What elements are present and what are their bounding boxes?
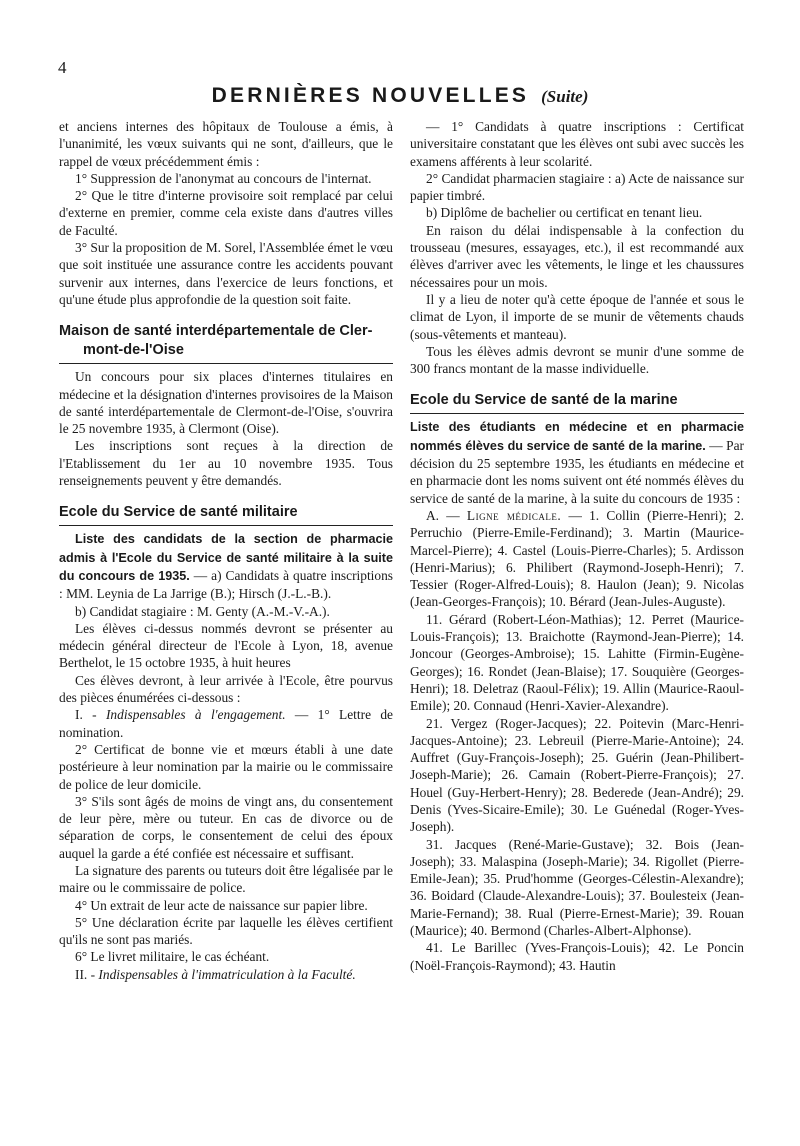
section-title-clermont-line1: Maison de santé interdépartementale de Cler- (59, 323, 373, 340)
paragraph-item-7 (59, 966, 393, 983)
marine-lead-bold: Liste des étudiants en médecine et en pharmacie nommés élèves du service de santé de la marine. (410, 420, 744, 453)
paragraph-list-a (410, 507, 744, 611)
header-suite: (Suite) (541, 87, 589, 106)
list-a-label: A. — (426, 507, 467, 523)
paragraph-list-e: 41. Le Barillec (Yves-François-Louis); 42. Le Poncin (Noël-François-Raymond); 43. Hautin (410, 940, 744, 973)
militaire-lead-bold: Liste des candidats de la section de pharmacie admis à l'Ecole du Service de santé militaire à la suite du concours de 1935. (59, 532, 393, 583)
paragraph-list-d: 31. Jacques (René-Marie-Gustave); 32. Bois (Jean-Joseph); 33. Malaspina (Joseph-Marie); 34. Rigollet (Pierre-Emile-Jean); 35. Prud'homme (Georges-Célestin-Alexandre); 36. Boidard (Claude-Alexandre-Louis); 37. Boulesteix (Jean-Marie-Fernand); 38. Rual (Pierre-Ernest-Marie); 39. Rouan (Maurice); 40. Bermond (Charles-Albert-Alphonse). (410, 836, 744, 939)
paragraph-right-5: Il y a lieu de noter qu'à cette époque de l'année et sous le climat de Lyon, il importe de se munir de vêtements chauds (sous-vêtements et manteau). (410, 291, 744, 342)
paragraph-clermont-1: Un concours pour six places d'internes titulaires en médecine et la désignation d'internes provisoires de la Maison de santé interdépartementale de Clermont-de-l'Oise, s'ouvrira le 25 novembre 1935, à Clermont (Oise). (59, 369, 393, 437)
paragraph-militaire-2: b) Candidat stagiaire : M. Genty (A.-M.-V.-A.). (75, 603, 330, 619)
paragraph-item-2: 2° Certificat de bonne vie et mœurs établi à une date postérieure à leur nomination par la mairie ou le commissaire de police de leur domicile. (59, 741, 393, 792)
paragraph-right-6: Tous les élèves admis devront se munir d'une somme de 300 francs montant de la masse individuelle. (410, 343, 744, 377)
paragraph-right-4: En raison du délai indispensable à la confection du trousseau (mesures, essayages, etc.), il est recommandé aux élèves d'arriver avec les vêtements, le linge et les chaussures nécessaires pour un mois. (410, 222, 744, 290)
list-a-heading: Ligne médicale. (466, 507, 562, 523)
paragraph-item-3b: La signature des parents ou tuteurs doit être légalisée par le maire ou le commissaire de police. (59, 862, 393, 896)
item-7-italic: Indispensables à l'immatriculation à la Faculté. (98, 966, 356, 982)
paragraph-militaire-4: Ces élèves devront, à leur arrivée à l'Ecole, être pourvus des pièces énumérées ci-dessous : (59, 672, 393, 706)
paragraph-militaire-3: Les élèves ci-dessus nommés devront se présenter au médecin général directeur de l'Ecole à Lyon, 18, avenue Berthelot, le 15 octobre 1935, à huit heures (59, 620, 393, 671)
paragraph-item-1 (59, 706, 393, 741)
paragraph-list-b: 11. Gérard (Robert-Léon-Mathias); 12. Perret (Maurice-Louis-François); 13. Braichotte (Raymond-Jean-Pierre); 14. Joncour (Georges-Ambroise); 15. Lahitte (Firmin-Eugène-Georges); 16. Rondet (Jean-Blaise); 17. Souquière (Georges-Henri); 18. Deletraz (Raoul-Félix); 19. Allin (Maurice-Raoul-Emile); 20. Connaud (Henri-Xavier-Alexandre). (410, 611, 744, 714)
paragraph-intro: et anciens internes des hôpitaux de Toulouse a émis, à l'unanimité, les vœux suivants qui ne sont, d'ailleurs, que le rappel de vœux précédemment émis : (59, 119, 393, 169)
marine-lead-rest: — Par décision du 25 septembre 1935, les étudiants en médecine et en pharmacie dont les noms suivent ont été nommés élèves du service de santé de la marine, à la suite du concours de 1935 : (410, 437, 745, 506)
section-title-sante-marine: Ecole du Service de santé de la marine (410, 391, 744, 414)
page-header (0, 84, 800, 108)
page-number: 4 (58, 58, 67, 77)
item-7-label: II. - (75, 966, 99, 982)
paragraph-right-2: 2° Candidat pharmacien stagiaire : a) Acte de naissance sur papier timbré. (410, 170, 744, 204)
paragraph-wish-1: 1° Suppression de l'anonymat au concours de l'internat. (75, 170, 372, 186)
item-1-label: I. - (75, 707, 106, 723)
header-title: DERNIÈRES NOUVELLES (211, 84, 530, 107)
section-title-clermont (59, 322, 393, 364)
section-title-clermont-line2: mont-de-l'Oise (83, 342, 184, 359)
paragraph-item-6: 6° Le livret militaire, le cas échéant. (75, 949, 270, 965)
paragraph-clermont-2: Les inscriptions sont reçues à la direction de l'Etablissement du 1er au 10 novembre 1935. Tous renseignements peuvent y être demandés. (59, 438, 393, 489)
left-column (59, 118, 393, 983)
item-1-italic: Indispensables à l'engagement. (105, 707, 286, 723)
right-column (410, 118, 744, 974)
paragraph-militaire-lead (59, 530, 393, 602)
militaire-lead-rest: — a) Candidats à quatre inscriptions : MM. Leynia de La Jarrige (B.); Hirsch (J.-L.-B.). (59, 567, 394, 602)
paragraph-wish-2: 2° Que le titre d'interne provisoire soit remplacé par celui d'externe en premier, comme cela existe dans d'autres villes de Faculté. (59, 188, 393, 238)
paragraph-item-4: 4° Un extrait de leur acte de naissance sur papier libre. (75, 897, 368, 913)
paragraph-right-3: b) Diplôme de bachelier ou certificat en tenant lieu. (426, 205, 703, 221)
paragraph-item-5: 5° Une déclaration écrite par laquelle les élèves certifient qu'ils ne sont pas mariés. (59, 914, 393, 948)
list-a-names: — 1. Collin (Pierre-Henri); 2. Perruchio (Pierre-Emile-Ferdinand); 3. Martin (Maurice-Marcel-Pierre); 4. Castel (Louis-Pierre-Charles); 5. Ardisson (Henri-Marius); 6. Philibert (Raymond-Joseph-Henri); 7. Tessier (Roger-Alfred-Louis); 8. Haulon (Jean); 9. Nicolas (Jean-Georges-François); 10. Bérard (Jean-Jules-Auguste). (410, 507, 744, 610)
item-1-rest: — 1° Lettre de nomination. (59, 707, 393, 740)
section-title-sante-militaire: Ecole du Service de santé militaire (59, 503, 393, 526)
paragraph-wish-3: 3° Sur la proposition de M. Sorel, l'Assemblée émet le vœu que soit instituée une assurance contre les accidents pouvant survenir aux internes, dans l'exercice de leurs fonctions, et qu'une étude plus approfondie de la question soit faite. (59, 240, 393, 307)
paragraph-list-c: 21. Vergez (Roger-Jacques); 22. Poitevin (Marc-Henri-Jacques-Antoine); 23. Lebreuil (Pierre-Marie-Antoine); 24. Auffret (Guy-François-Joseph); 25. Guérin (Jean-Philibert-Joseph-Marie); 26. Camain (Robert-Pierre-François); 27. Houel (Guy-Herbert-Henry); 28. Bederede (Jean-André); 29. Denis (Yves-Sicaire-Emile); 30. Le Guénedal (Roger-Yves-Joseph). (410, 715, 744, 835)
paragraph-item-3: 3° S'ils sont âgés de moins de vingt ans, du consentement de leur père, mère ou tuteur. En cas de divorce ou de séparation de corps, le consentement de celui des époux auquel la garde a été confiée est nécessaire et suffisant. (59, 793, 393, 861)
paragraph-marine-lead (410, 418, 744, 506)
paragraph-right-1: — 1° Candidats à quatre inscriptions : Certificat universitaire constatant que les élèves ont subi avec succès les examens afférents à leur scolarité. (410, 119, 744, 169)
